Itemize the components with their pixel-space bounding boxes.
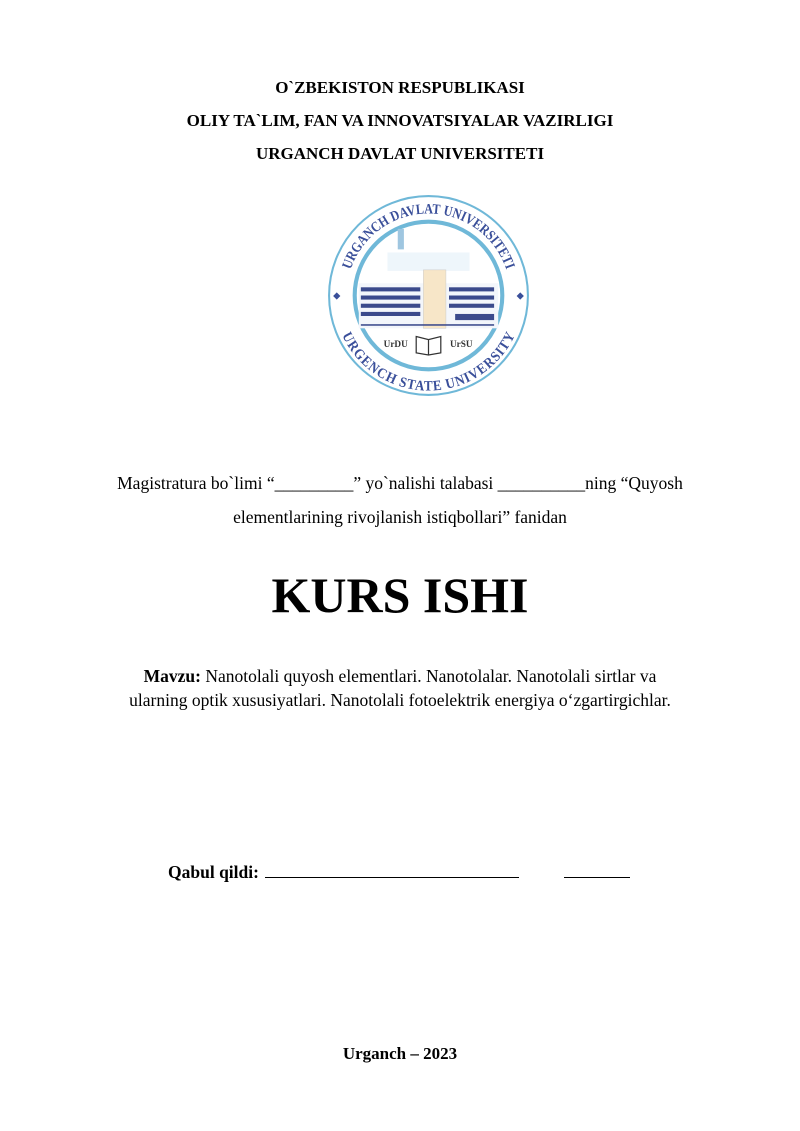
university-name: URGANCH DAVLAT UNIVERSITETI [255, 144, 545, 163]
ministry-name: OLIY TA`LIM, FAN VA INNOVATSIYALAR VAZIRLIGI [186, 111, 614, 130]
topic-label: Mavzu: [143, 666, 201, 686]
university-seal-logo [326, 193, 531, 398]
seal-top-text: URGANCH DAVLAT UNIVERSITETI [339, 201, 519, 273]
topic-line-2: ularning optik xususiyatlari. Nanotolali fotoelektrik energiya o‘zgartirgichlar. [129, 690, 671, 710]
accepted-by-row [168, 860, 630, 884]
accepted-by-label: Qabul qildi: [168, 862, 259, 882]
topic-line-1 [0, 664, 800, 688]
ministry-country: O`ZBEKISTON RESPUBLIKASI [275, 78, 525, 97]
city-year: Urganch – 2023 [342, 1044, 458, 1063]
accepted-by-signature-line [265, 861, 519, 878]
accepted-by-date-line [564, 861, 630, 878]
seal-bottom-text: URGENCH STATE UNIVERSITY [338, 328, 519, 395]
seal-right-abbr: UrSU [450, 338, 473, 349]
intro-line-2: elementlarining rivojlanish istiqbollari” fanidan [233, 507, 567, 527]
document-title: KURS ISHI [271, 567, 529, 623]
topic-text-1: Nanotolali quyosh elementlari. Nanotolalar. Nanotolali sirtlar va [201, 666, 657, 686]
intro-line-1: Magistratura bo`limi “_________” yo`nalishi talabasi __________ning “Quyosh [117, 473, 683, 493]
seal-left-abbr: UrDU [383, 338, 408, 349]
